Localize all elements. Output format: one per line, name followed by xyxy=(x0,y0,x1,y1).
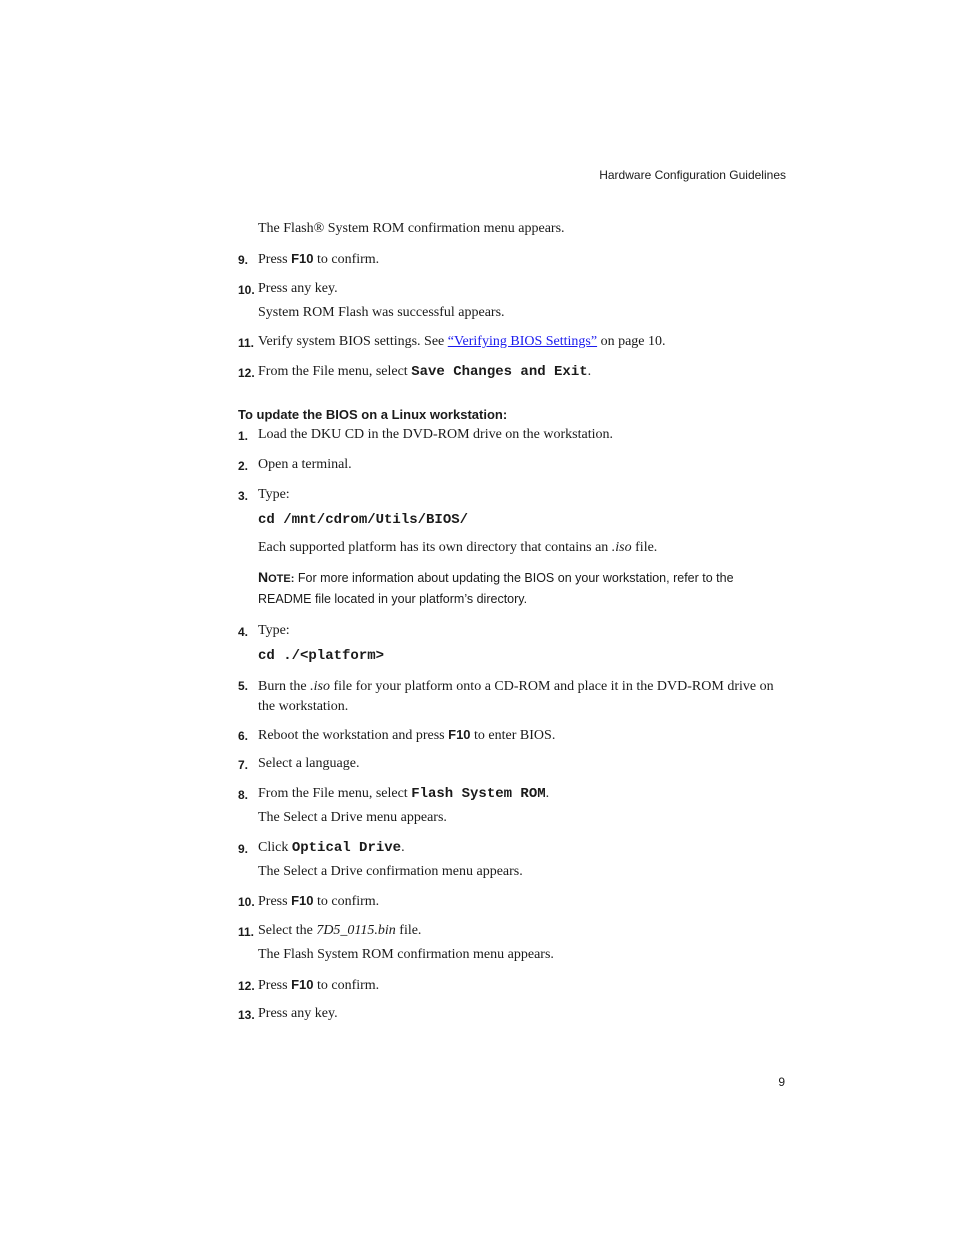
step-text xyxy=(258,364,591,380)
step-number: 11. xyxy=(238,336,255,350)
step-number: 8. xyxy=(238,788,249,802)
step-text-post: . xyxy=(587,364,592,379)
step-text-post: file. xyxy=(631,540,658,555)
menu-command: Save Changes and Exit xyxy=(411,364,588,380)
step-number: 4. xyxy=(238,625,249,639)
step-text-pre: Each supported platform has its own directory that contains an xyxy=(258,540,612,555)
step-text-post: . xyxy=(401,840,405,855)
step-text-pre: Press xyxy=(258,978,292,993)
step-number: 9. xyxy=(238,253,249,267)
key-label: F10 xyxy=(291,977,314,992)
key-label: F10 xyxy=(448,727,471,742)
step-text: Press any key. xyxy=(258,1006,338,1021)
step-number: 1. xyxy=(238,429,249,443)
step-result: The Select a Drive confirmation menu appears. xyxy=(258,864,523,879)
step-text-post: file for your platform onto a CD-ROM and place it in the DVD-ROM drive on the workstation. xyxy=(258,679,774,714)
step-number: 7. xyxy=(238,758,249,772)
intro-text: The Flash® System ROM confirmation menu appears. xyxy=(258,221,565,236)
step-result: System ROM Flash was successful appears. xyxy=(258,305,505,320)
step-number: 12. xyxy=(238,979,255,993)
key-label: F10 xyxy=(291,893,314,908)
step-text: Select a language. xyxy=(258,756,360,771)
step-text-pre: From the File menu, select xyxy=(258,364,412,379)
note-label xyxy=(258,571,294,585)
step-text-post: to confirm. xyxy=(313,894,380,909)
step-text: Press any key. xyxy=(258,281,338,296)
step-result: The Flash System ROM confirmation menu appears. xyxy=(258,947,554,962)
step-result: The Select a Drive menu appears. xyxy=(258,810,447,825)
step-number: 9. xyxy=(238,842,249,856)
step-text-pre: Press xyxy=(258,894,292,909)
page-number: 9 xyxy=(778,1075,785,1089)
step-text-pre: Click xyxy=(258,840,292,855)
step-number: 3. xyxy=(238,489,249,503)
step-text xyxy=(258,923,421,939)
step-text-post: on page 10. xyxy=(597,334,666,349)
note-text: For more information about updating the BIOS on your workstation, refer to the README file located in your platform’s directory. xyxy=(258,571,734,606)
note-label-initial: N xyxy=(258,569,269,585)
note-label-rest: OTE: xyxy=(268,573,295,585)
step-text-post: file. xyxy=(395,923,422,938)
step-text-pre: Select the xyxy=(258,923,317,938)
step-text-pre: Press xyxy=(258,252,292,267)
step-number: 11. xyxy=(238,925,255,939)
step-text xyxy=(258,727,555,744)
key-label: F10 xyxy=(291,251,314,266)
step-text xyxy=(258,251,379,268)
code-command: cd /mnt/cdrom/Utils/BIOS/ xyxy=(258,512,469,528)
step-text-post: to enter BIOS. xyxy=(470,728,556,743)
step-text-pre: Verify system BIOS settings. See xyxy=(258,334,448,349)
step-text-post: to confirm. xyxy=(313,252,380,267)
step-text-post: . xyxy=(545,786,550,801)
step-text-pre: Reboot the workstation and press xyxy=(258,728,449,743)
running-header: Hardware Configuration Guidelines xyxy=(599,168,786,182)
step-text xyxy=(258,977,379,994)
step-text xyxy=(258,334,666,350)
step-number: 10. xyxy=(238,895,255,909)
step-detail xyxy=(258,540,657,556)
step-text xyxy=(258,893,379,910)
step-text-post: to confirm. xyxy=(313,978,380,993)
step-number: 2. xyxy=(238,459,249,473)
step-number: 12. xyxy=(238,366,255,380)
step-text xyxy=(258,786,549,802)
file-extension: .iso xyxy=(310,679,330,694)
step-text: Load the DKU CD in the DVD-ROM drive on the workstation. xyxy=(258,427,614,442)
step-number: 6. xyxy=(238,729,249,743)
file-extension: .iso xyxy=(611,540,632,555)
section-title: To update the BIOS on a Linux workstation: xyxy=(238,407,508,422)
verifying-bios-settings-link[interactable]: “Verifying BIOS Settings” xyxy=(447,334,598,349)
step-text: Type: xyxy=(258,487,290,502)
step-number: 13. xyxy=(238,1008,255,1022)
step-text-pre: Burn the xyxy=(258,679,311,694)
menu-command: Flash System ROM xyxy=(411,786,546,802)
note-block xyxy=(258,567,778,609)
step-text-pre: From the File menu, select xyxy=(258,786,412,801)
step-text xyxy=(258,840,405,856)
menu-command: Optical Drive xyxy=(291,840,402,856)
code-command: cd ./<platform> xyxy=(258,648,385,664)
step-number: 5. xyxy=(238,679,249,693)
file-name: 7D5_0115.bin xyxy=(316,923,396,938)
step-number: 10. xyxy=(238,283,255,297)
step-text xyxy=(258,677,790,717)
step-text: Open a terminal. xyxy=(258,457,352,472)
step-text: Type: xyxy=(258,623,290,638)
